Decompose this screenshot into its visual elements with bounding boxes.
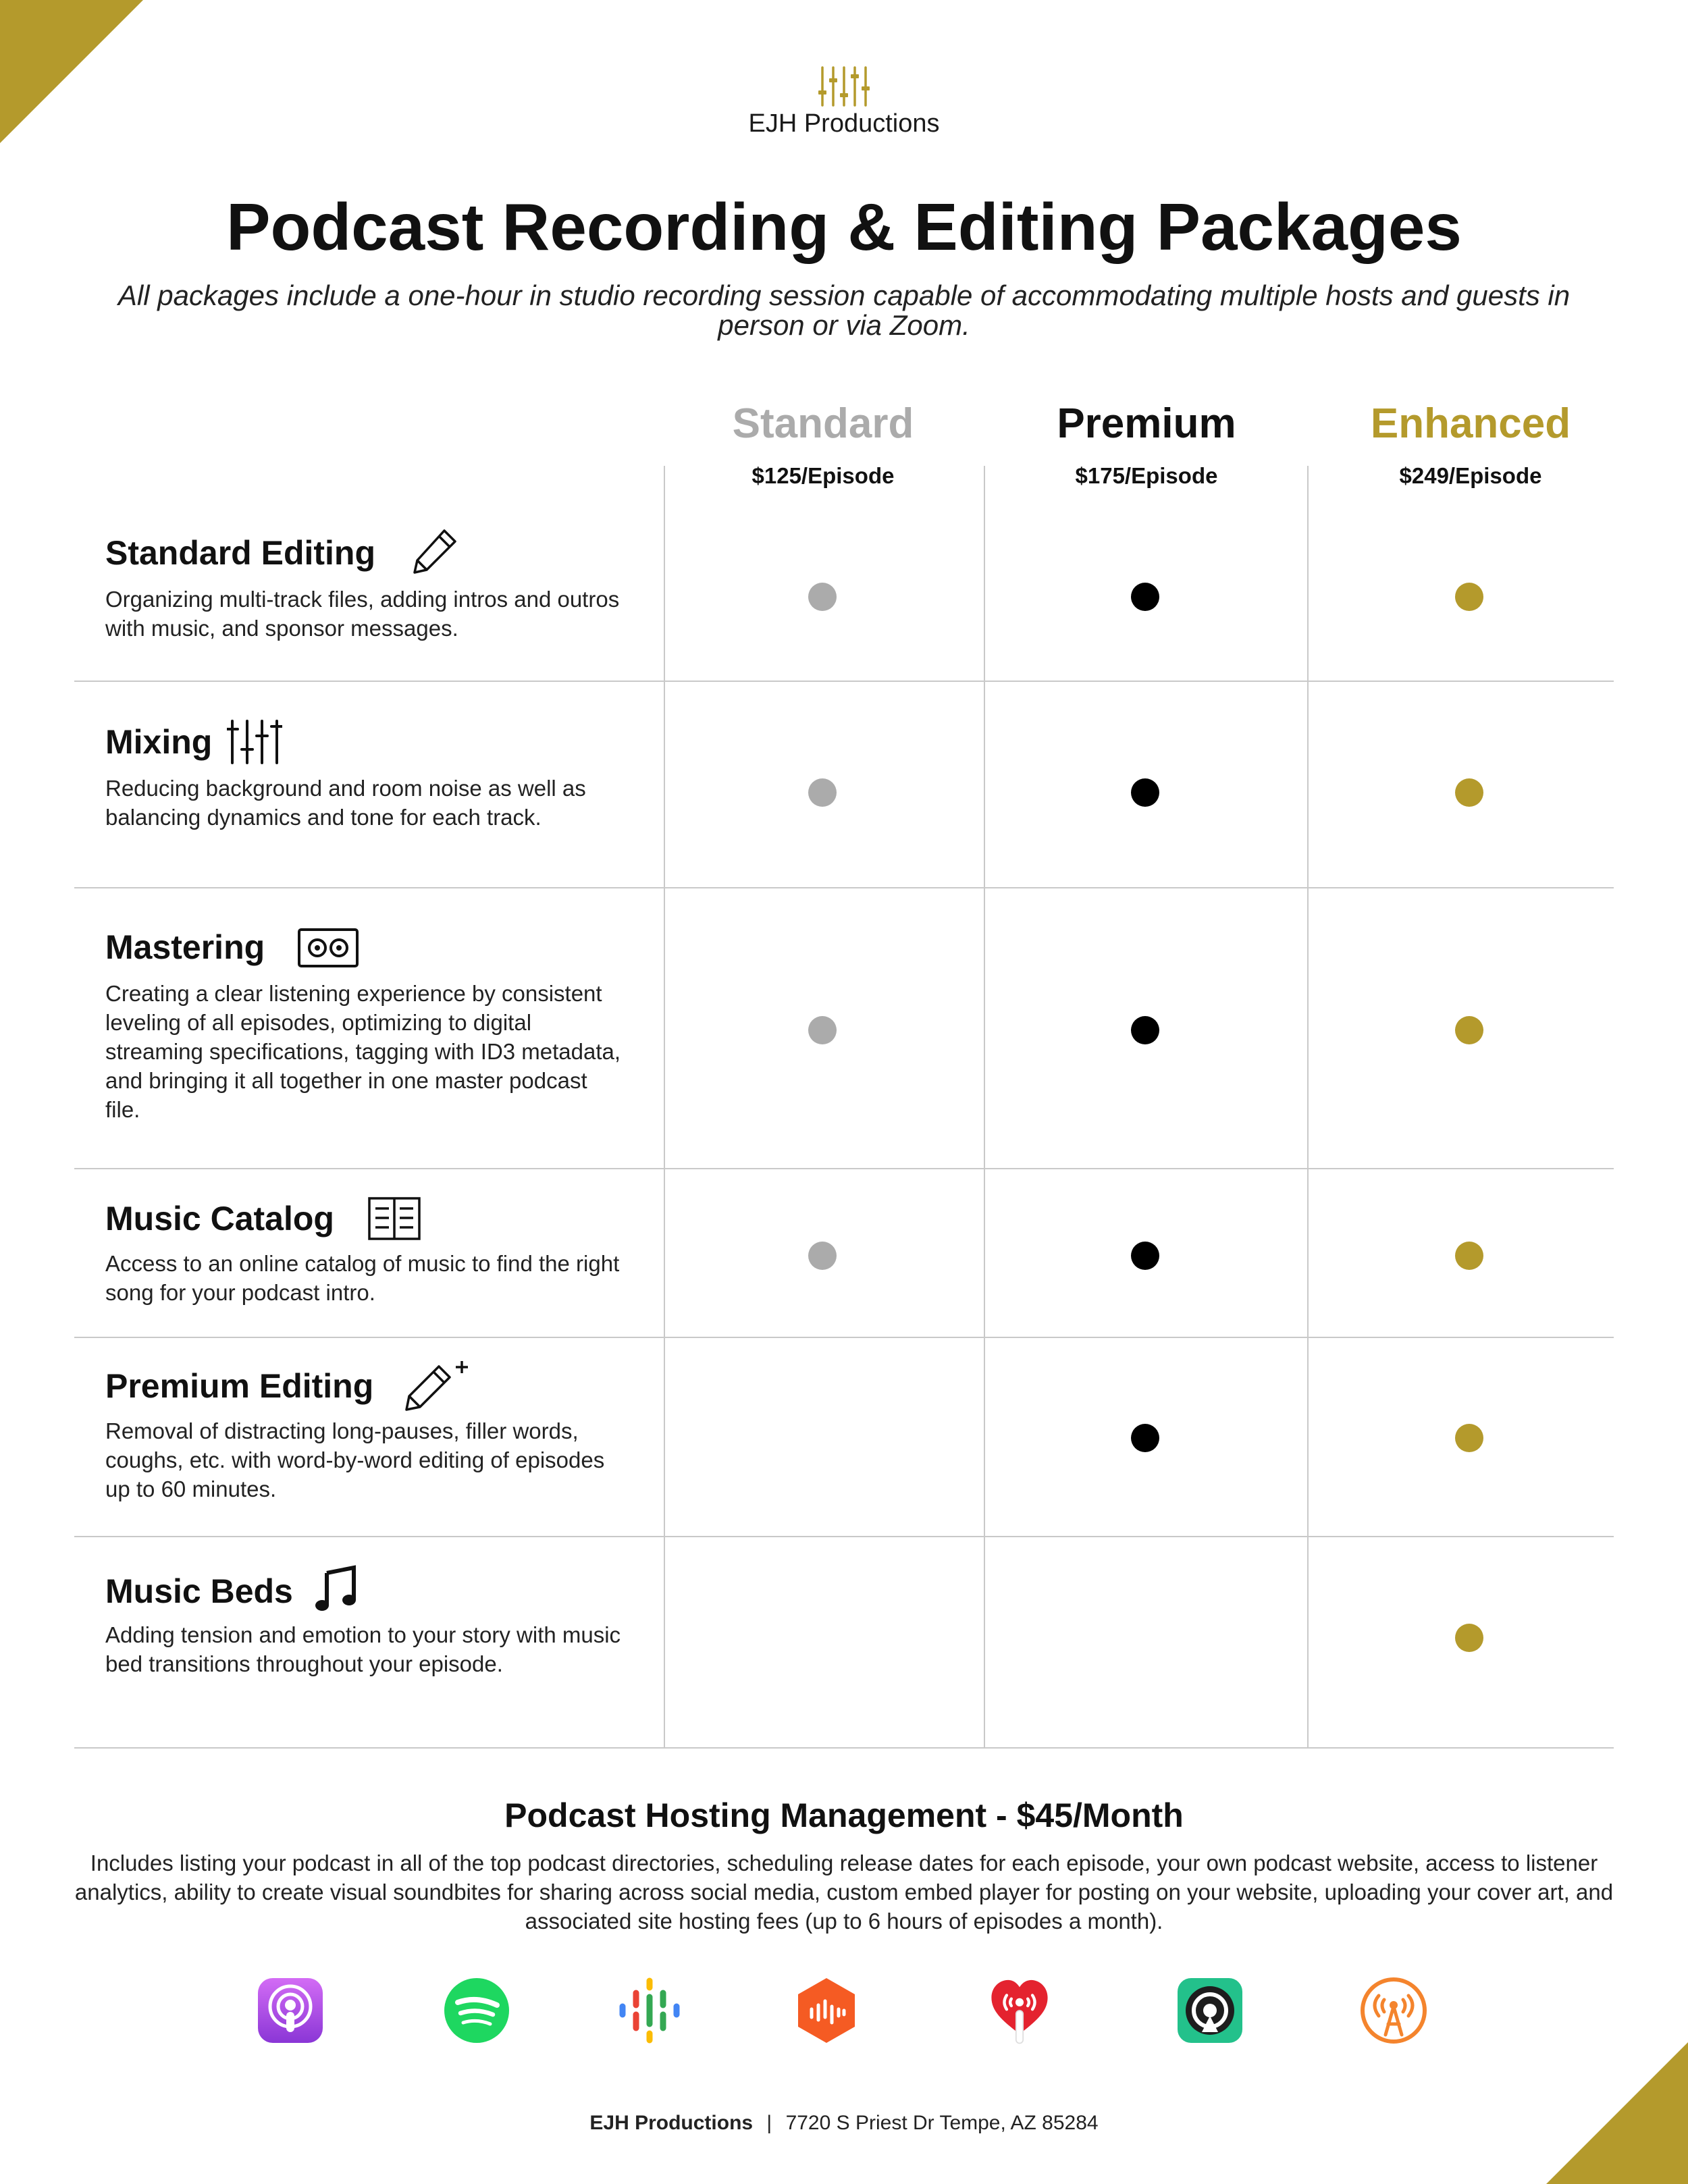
included-dot-premium (1131, 1016, 1159, 1044)
included-dot-standard (808, 583, 837, 611)
included-dot-premium (1131, 778, 1159, 807)
feature-title-music-beds: Music Beds (105, 1572, 293, 1610)
feature-title-mastering: Mastering (105, 928, 265, 966)
row-divider (74, 1168, 1614, 1169)
google-podcasts-icon (614, 1975, 685, 2046)
included-dot-premium (1131, 1424, 1159, 1452)
castbox-icon (791, 1975, 862, 2046)
cassette-icon (297, 928, 359, 968)
package-price-standard: $125/Episode (751, 463, 895, 488)
package-name-premium: Premium (1057, 400, 1236, 447)
package-price-enhanced: $249/Episode (1399, 463, 1542, 488)
row-divider (74, 1747, 1614, 1749)
mixer-sliders-icon (227, 718, 282, 766)
mixer-logo-icon (818, 65, 870, 108)
row-divider (74, 1536, 1614, 1537)
included-dot-enhanced (1455, 1624, 1483, 1652)
apple-podcasts-icon (255, 1975, 325, 2046)
feature-title-standard-editing: Standard Editing (105, 534, 375, 572)
book-icon (367, 1196, 421, 1241)
package-price-premium: $175/Episode (1075, 463, 1218, 488)
package-name-standard: Standard (732, 400, 914, 447)
row-divider (74, 1337, 1614, 1338)
included-dot-enhanced (1455, 1242, 1483, 1270)
footer-address: 7720 S Priest Dr Tempe, AZ 85284 (785, 2112, 1099, 2134)
pencil-icon (411, 527, 459, 575)
iheartradio-icon (984, 1975, 1055, 2046)
row-divider (74, 681, 1614, 682)
overcast-icon (1175, 1975, 1245, 2046)
feature-desc-music-beds: Adding tension and emotion to your story with music bed transitions throughout your episode. (105, 1622, 621, 1676)
column-divider (664, 466, 665, 1749)
hosting-title: Podcast Hosting Management - $45/Month (504, 1796, 1184, 1834)
page-title: Podcast Recording & Editing Packages (226, 190, 1462, 264)
package-name-enhanced: Enhanced (1370, 400, 1571, 447)
included-dot-premium (1131, 583, 1159, 611)
included-dot-standard (808, 778, 837, 807)
included-dot-standard (808, 1242, 837, 1270)
feature-desc-music-catalog: Access to an online catalog of music to find the right song for your podcast intro. (105, 1251, 620, 1305)
feature-desc-standard-editing: Organizing multi-track files, adding intros and outros with music, and sponsor messages. (105, 587, 620, 641)
podcast-addict-icon (1359, 1975, 1429, 2046)
included-dot-premium (1131, 1242, 1159, 1270)
feature-title-music-catalog: Music Catalog (105, 1200, 334, 1237)
included-dot-enhanced (1455, 1016, 1483, 1044)
feature-desc-mixing: Reducing background and room noise as well as balancing dynamics and tone for each track. (105, 776, 586, 830)
music-note-icon (315, 1565, 357, 1612)
included-dot-enhanced (1455, 1424, 1483, 1452)
brand-name: EJH Productions (748, 109, 940, 138)
feature-title-premium-editing: Premium Editing (105, 1367, 374, 1405)
feature-title-mixing: Mixing (105, 723, 213, 761)
row-divider (74, 887, 1614, 888)
column-divider (1307, 466, 1309, 1749)
spotify-icon (442, 1975, 512, 2046)
included-dot-enhanced (1455, 583, 1483, 611)
footer-separator: | (766, 2112, 772, 2134)
page-subtitle: All packages include a one-hour in studio recording session capable of accommodating multiple hosts and guests in person or via Zoom. (117, 279, 1571, 341)
hosting-description: Includes listing your podcast in all of the top podcast directories, scheduling release dates for each episode, your own podcast website, access to listener analytics, ability to create visual soundbites for sharing across social media, custom embed player for posting on your website, uploading your cover art, and associated site hosting fees (up to 6 hours of episodes a month). (74, 1850, 1614, 1934)
pencil-plus-icon (404, 1358, 474, 1411)
feature-desc-mastering: Creating a clear listening experience by consistent leveling of all episodes, optimizing to digital streaming specifications, tagging with ID3 metadata, and bringing it all together in one master podcast file. (105, 981, 621, 1122)
feature-desc-premium-editing: Removal of distracting long-pauses, filler words, coughs, etc. with word-by-word editing of episodes up to 60 minutes. (105, 1418, 605, 1501)
column-divider (984, 466, 985, 1749)
included-dot-standard (808, 1016, 837, 1044)
included-dot-enhanced (1455, 778, 1483, 807)
footer (0, 2112, 1688, 2135)
footer-company: EJH Productions (589, 2112, 754, 2134)
